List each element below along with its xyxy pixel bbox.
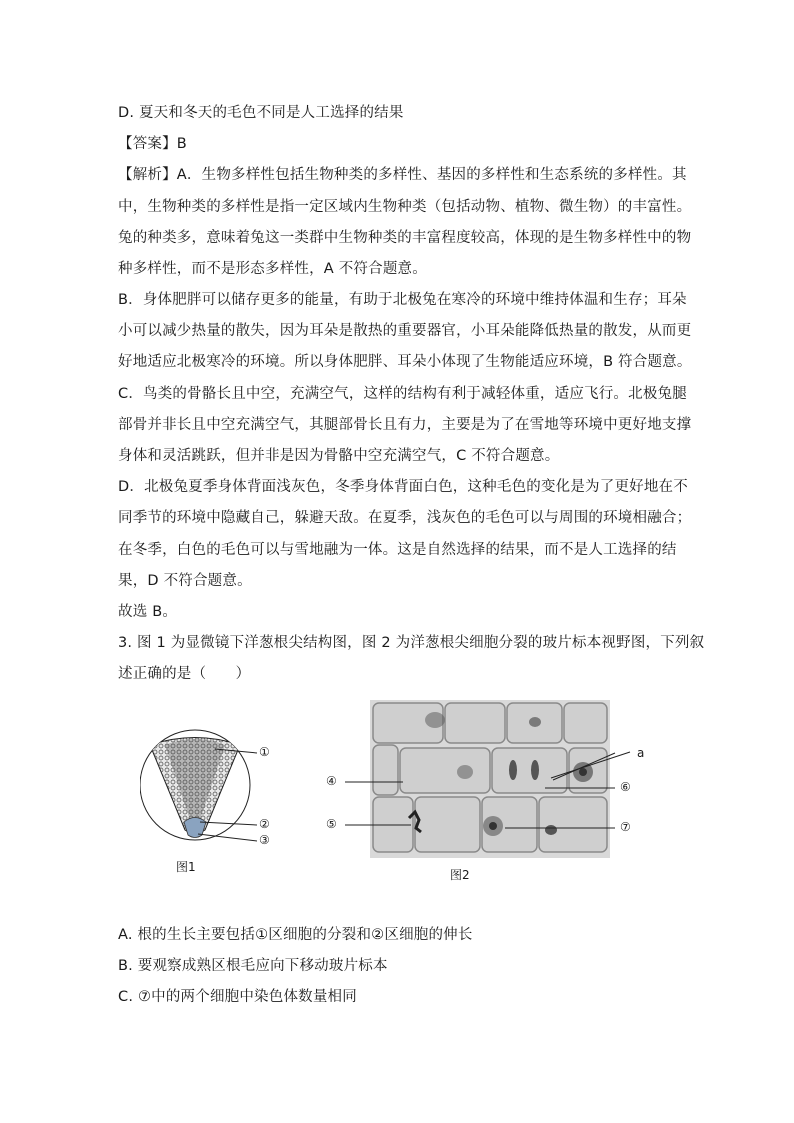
- question-line: 3. 图 1 为显微镜下洋葱根尖结构图，图 2 为洋葱根尖细胞分裂的玻片标本视野图，下列叙: [118, 635, 705, 651]
- text-line: B．身体肥胖可以储存更多的能量，有助于北极兔在寒冷的环境中维持体温和生存；耳朵: [118, 292, 687, 308]
- text-line: 种多样性，而不是形态多样性，A 不符合题意。: [118, 261, 427, 277]
- text-line: 在冬季，白色的毛色可以与雪地融为一体。这是自然选择的结果，而不是人工选择的结: [118, 542, 677, 558]
- figure-1-caption: 图1: [176, 860, 196, 874]
- option-b: B. 要观察成熟区根毛应向下移动玻片标本: [118, 958, 388, 974]
- label-1: ①: [259, 745, 270, 759]
- label-5: ⑤: [326, 817, 337, 831]
- answer-line: 【答案】B: [118, 136, 187, 152]
- text-line: C．鸟类的骨骼长且中空，充满空气，这样的结构有利于减轻体重，适应飞行。北极兔腿: [118, 386, 687, 402]
- text-line: 【解析】A．生物多样性包括生物种类的多样性、基因的多样性和生态系统的多样性。其: [118, 167, 687, 183]
- figure-2: [325, 700, 655, 885]
- text-line: D．北极兔夏季身体背面浅灰色，冬季身体背面白色，这种毛色的变化是为了更好地在不: [118, 479, 688, 495]
- figure-1: [140, 725, 290, 890]
- text-line: 同季节的环境中隐藏自己，躲避天敌。在夏季，浅灰色的毛色可以与周围的环境相融合；: [118, 510, 692, 526]
- label-3: ③: [259, 833, 270, 847]
- text-line: 中，生物种类的多样性是指一定区域内生物种类（包括动物、植物、微生物）的丰富性。: [118, 199, 692, 215]
- text-line: 小可以减少热量的散失，因为耳朵是散热的重要器官，小耳朵能降低热量的散发，从而更: [118, 323, 692, 339]
- figure-2-caption: 图2: [450, 868, 470, 882]
- text-line: 身体和灵活跳跃，但并非是因为骨骼中空充满空气，C 不符合题意。: [118, 448, 560, 464]
- label-2: ②: [259, 817, 270, 831]
- label-6: ⑥: [620, 780, 631, 794]
- text-line: 好地适应北极寒冷的环境。所以身体肥胖、耳朵小体现了生物能适应环境，B 符合题意。: [118, 354, 692, 370]
- option-a: A. 根的生长主要包括①区细胞的分裂和②区细胞的伸长: [118, 927, 473, 943]
- label-a: a: [637, 746, 645, 760]
- text-line: D. 夏天和冬天的毛色不同是人工选择的结果: [118, 105, 404, 121]
- label-4: ④: [326, 774, 337, 788]
- text-line: 果，D 不符合题意。: [118, 573, 252, 589]
- text-line: 部骨并非长且中空充满空气，其腿部骨长且有力，主要是为了在雪地等环境中更好地支撑: [118, 417, 692, 433]
- label-7: ⑦: [620, 820, 631, 834]
- text-line: 故选 B。: [118, 604, 178, 620]
- text-line: 兔的种类多，意味着兔这一类群中生物种类的丰富程度较高，体现的是生物多样性中的物: [118, 230, 692, 246]
- question-line: 述正确的是（ ）: [118, 666, 251, 682]
- option-c: C. ⑦中的两个细胞中染色体数量相同: [118, 989, 357, 1005]
- cell-division-micrograph: [325, 700, 655, 885]
